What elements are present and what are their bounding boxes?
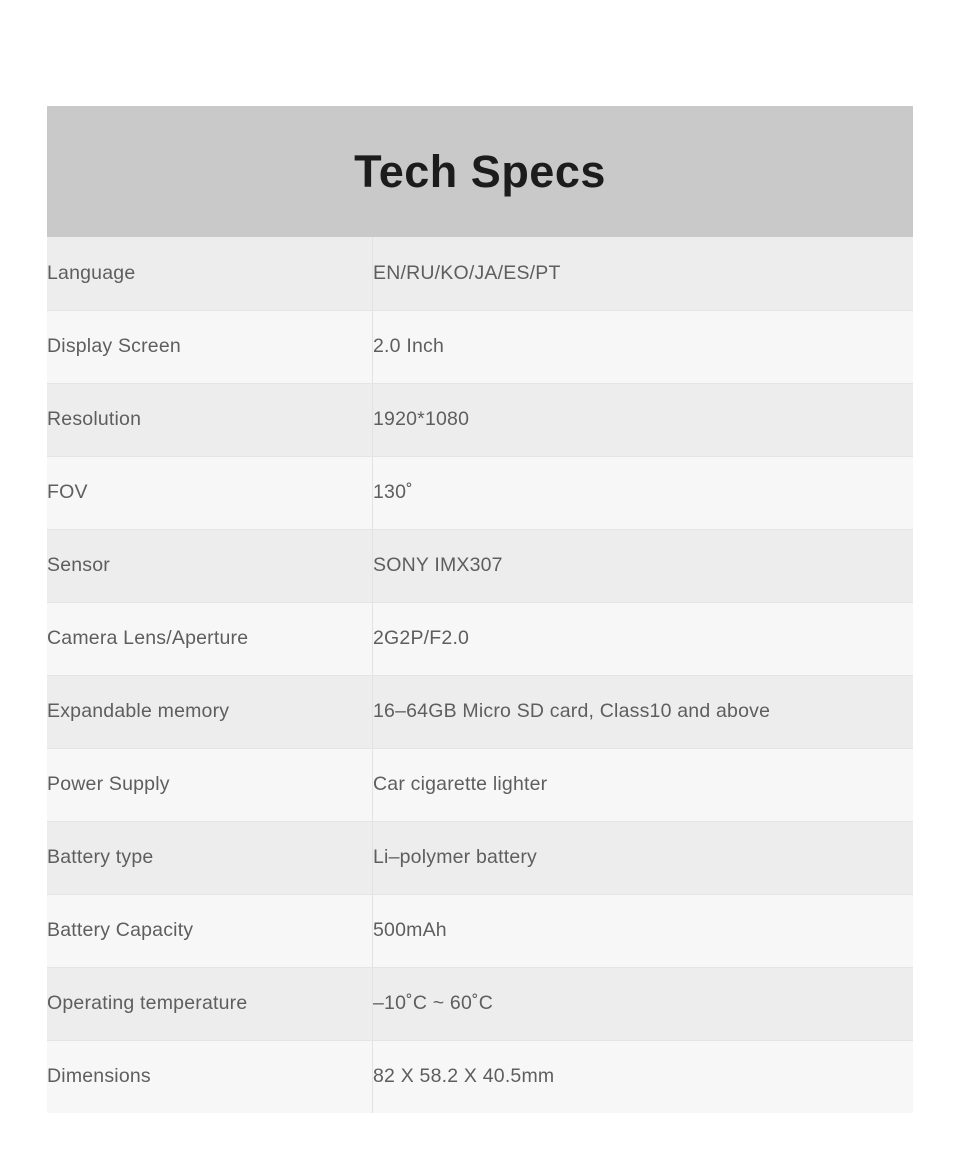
- spec-value: 130˚: [373, 456, 914, 529]
- specs-header: [47, 106, 913, 237]
- table-row: [47, 967, 913, 1040]
- spec-label: Expandable memory: [47, 675, 373, 748]
- spec-value: EN/RU/KO/JA/ES/PT: [373, 237, 914, 310]
- spec-label: Operating temperature: [47, 967, 373, 1040]
- spec-value: 2.0 Inch: [373, 310, 914, 383]
- tech-specs-card: [47, 106, 913, 1113]
- spec-value: 500mAh: [373, 894, 914, 967]
- table-row: [47, 675, 913, 748]
- spec-label: Resolution: [47, 383, 373, 456]
- spec-value: 1920*1080: [373, 383, 914, 456]
- spec-label: Sensor: [47, 529, 373, 602]
- table-row: [47, 894, 913, 967]
- spec-label: Battery type: [47, 821, 373, 894]
- spec-label: Power Supply: [47, 748, 373, 821]
- table-row: [47, 602, 913, 675]
- specs-table: [47, 237, 913, 1113]
- spec-label: FOV: [47, 456, 373, 529]
- specs-table-body: [47, 237, 913, 1113]
- spec-label: Dimensions: [47, 1065, 151, 1088]
- spec-value: SONY IMX307: [373, 529, 914, 602]
- page-title: Tech Specs: [354, 145, 606, 197]
- table-row: [47, 748, 913, 821]
- spec-label: Camera Lens/Aperture: [47, 602, 373, 675]
- spec-label: Language: [47, 237, 373, 310]
- spec-label: Display Screen: [47, 310, 373, 383]
- spec-value: –10˚C ~ 60˚C: [373, 967, 914, 1040]
- table-row: [47, 1040, 913, 1113]
- table-row: [47, 456, 913, 529]
- table-row: [47, 310, 913, 383]
- table-row: [47, 383, 913, 456]
- spec-value: Li–polymer battery: [373, 821, 914, 894]
- table-row: [47, 529, 913, 602]
- table-row: [47, 237, 913, 310]
- table-row: [47, 821, 913, 894]
- spec-value: 2G2P/F2.0: [373, 602, 914, 675]
- spec-value: 82 X 58.2 X 40.5mm: [373, 1040, 914, 1113]
- spec-label: Battery Capacity: [47, 894, 373, 967]
- spec-value: Car cigarette lighter: [373, 748, 914, 821]
- spec-value: 16–64GB Micro SD card, Class10 and above: [373, 675, 914, 748]
